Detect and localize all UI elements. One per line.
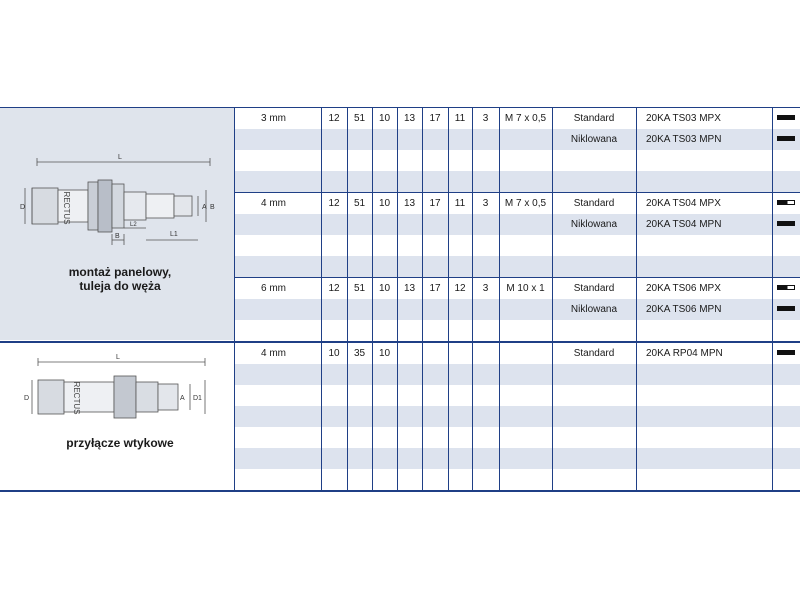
dim-l2: L2 <box>130 222 137 228</box>
dim-a-2: A <box>180 395 185 402</box>
cell-c5 <box>422 214 448 235</box>
row-stripe <box>234 469 800 490</box>
row-stripe <box>234 385 800 406</box>
cell-thread: M 10 x 1 <box>506 283 545 294</box>
stock-full-icon <box>777 115 795 120</box>
cell-c3 <box>372 214 397 235</box>
row-stripe <box>234 427 800 448</box>
row-stripe <box>234 256 800 277</box>
table-row <box>0 299 800 320</box>
cell-c7: 3 <box>482 283 489 294</box>
dim-l-2: L <box>116 354 120 361</box>
cell-size: 3 mm <box>261 113 286 124</box>
group1-label-line1: montaż panelowy, <box>68 265 172 279</box>
cell-c2: 35 <box>353 348 366 359</box>
cell-size <box>261 214 321 235</box>
cell-c1: 12 <box>328 113 340 124</box>
cell-code: 20KA TS03 MPN <box>646 134 722 145</box>
cell-thread: M 7 x 0,5 <box>504 113 547 124</box>
cell-c2: 51 <box>353 283 366 294</box>
cell-code: 20KA TS04 MPX <box>646 198 721 209</box>
dim-d: D <box>20 204 26 211</box>
dim-b-right: B <box>210 204 215 211</box>
cell-c4: 13 <box>403 198 416 209</box>
cell-thread <box>499 343 552 364</box>
cell-c6 <box>448 343 472 364</box>
cell-thread <box>499 214 552 235</box>
top-rule <box>0 107 800 108</box>
cell-c6 <box>448 214 472 235</box>
cell-c1: 10 <box>328 348 340 359</box>
panel-mount-drawing <box>20 150 220 250</box>
cell-c6 <box>448 299 472 320</box>
cell-c7 <box>472 214 499 235</box>
cell-code: 20KA TS04 MPN <box>646 219 722 230</box>
row-stripe <box>234 448 800 469</box>
cell-c2: 51 <box>353 113 366 124</box>
cell-c5 <box>422 129 448 150</box>
cell-finish: Standard <box>573 198 615 209</box>
cell-c1 <box>321 214 347 235</box>
table-row <box>0 108 800 129</box>
cell-size: 4 mm <box>261 198 286 209</box>
cell-c5: 17 <box>429 283 441 294</box>
cell-c3: 10 <box>378 113 391 124</box>
cell-c5: 17 <box>429 198 441 209</box>
cell-c2 <box>347 299 372 320</box>
cell-code: 20KA TS03 MPX <box>646 113 721 124</box>
cell-c5 <box>422 299 448 320</box>
dim-l: L <box>118 154 122 161</box>
dim-a: A <box>202 204 207 211</box>
cell-size <box>261 299 321 320</box>
group1-label-line2: tuleja do węża <box>79 279 161 293</box>
stock-partial-icon <box>777 285 795 290</box>
cell-finish: Standard <box>573 283 615 294</box>
dim-d-2: D <box>24 395 30 402</box>
cell-c3 <box>372 299 397 320</box>
stock-full-icon <box>777 136 795 141</box>
cell-c1: 12 <box>328 283 340 294</box>
cell-finish: Niklowana <box>570 134 618 145</box>
row-stripe <box>234 364 800 385</box>
cell-thread <box>499 299 552 320</box>
cell-c5: 17 <box>429 113 441 124</box>
stock-full-icon <box>777 221 795 226</box>
cell-c6: 11 <box>454 113 466 124</box>
row-stripe <box>234 171 800 192</box>
cell-c4: 13 <box>403 283 416 294</box>
cell-c4: 13 <box>403 113 416 124</box>
cell-c7: 3 <box>482 198 489 209</box>
cell-c1: 12 <box>328 198 340 209</box>
stock-full-icon <box>777 350 795 355</box>
cell-c3: 10 <box>378 283 391 294</box>
dim-l1: L1 <box>170 231 178 238</box>
dim-b-bottom: B <box>115 233 120 240</box>
cell-thread: M 7 x 0,5 <box>504 198 547 209</box>
stock-partial-icon <box>777 200 795 205</box>
cell-size: 6 mm <box>261 283 286 294</box>
cell-code: 20KA TS06 MPN <box>646 304 722 315</box>
cell-c7 <box>472 129 499 150</box>
cell-finish: Standard <box>573 348 615 359</box>
cell-c5 <box>422 343 448 364</box>
cell-c4 <box>397 343 422 364</box>
cell-c7 <box>472 343 499 364</box>
row-stripe <box>234 406 800 427</box>
cell-c4 <box>397 214 422 235</box>
cell-c3: 10 <box>378 198 391 209</box>
bottom-rule <box>0 490 800 492</box>
cell-c2 <box>347 214 372 235</box>
cell-c1 <box>321 129 347 150</box>
brand-text-2: RECTUS <box>72 381 81 415</box>
cell-c7: 3 <box>482 113 489 124</box>
row-stripe <box>234 320 800 341</box>
cell-finish: Niklowana <box>570 219 618 230</box>
cell-c6: 12 <box>454 283 466 294</box>
dim-d1: D1 <box>193 395 202 402</box>
group-divider-rule <box>0 341 800 343</box>
cell-c7 <box>472 299 499 320</box>
cell-code: 20KA RP04 MPN <box>646 348 723 359</box>
stock-full-icon <box>777 306 795 311</box>
cell-size: 4 mm <box>261 348 286 359</box>
row-stripe <box>234 235 800 256</box>
cell-code: 20KA TS06 MPX <box>646 283 721 294</box>
row-stripe <box>234 150 800 171</box>
group1-label <box>20 265 220 293</box>
cell-thread <box>499 129 552 150</box>
plug-coupling-drawing <box>24 352 210 422</box>
cell-c3: 10 <box>378 348 391 359</box>
cell-c2 <box>347 129 372 150</box>
cell-c6: 11 <box>454 198 466 209</box>
table-row <box>0 129 800 150</box>
brand-text: RECTUS <box>62 191 71 225</box>
cell-finish: Standard <box>573 113 615 124</box>
cell-c4 <box>397 299 422 320</box>
cell-c2: 51 <box>353 198 366 209</box>
cell-size <box>261 129 321 150</box>
cell-c3 <box>372 129 397 150</box>
group2-label <box>20 436 220 450</box>
cell-c4 <box>397 129 422 150</box>
cell-finish: Niklowana <box>570 304 618 315</box>
cell-c1 <box>321 299 347 320</box>
group2-label-line1: przyłącze wtykowe <box>66 436 174 450</box>
cell-c6 <box>448 129 472 150</box>
